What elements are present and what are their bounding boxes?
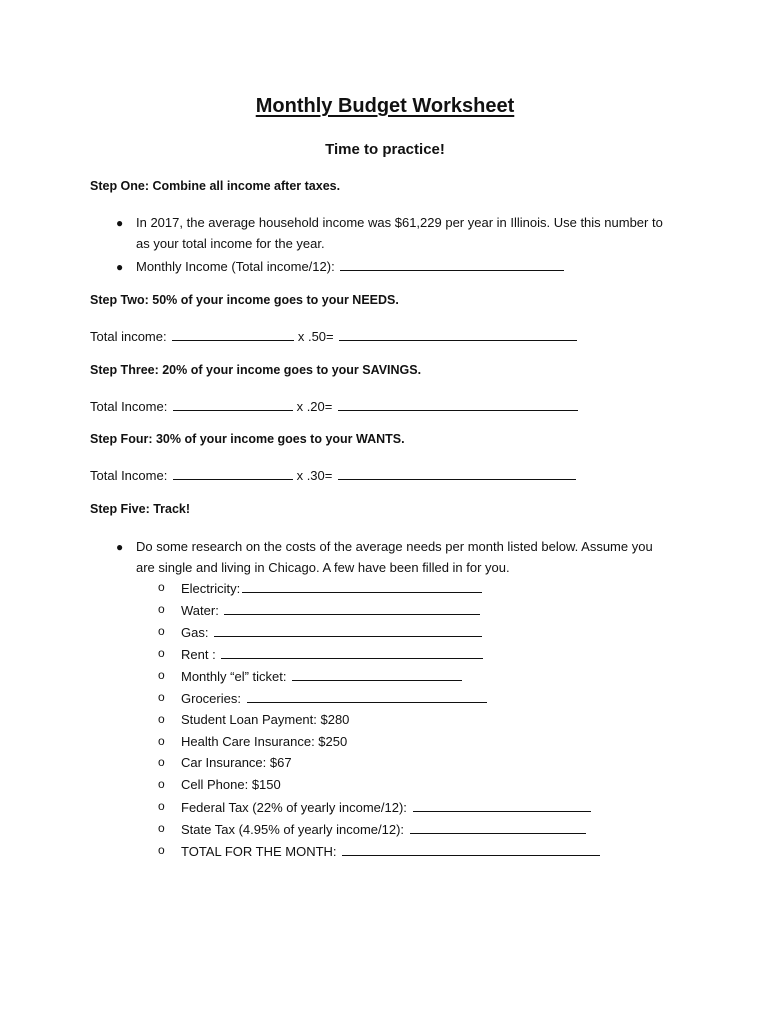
water-blank[interactable] [224,602,480,615]
total-income-label: Total Income: [90,399,168,414]
gas-blank[interactable] [214,624,482,637]
monthly-income-blank[interactable] [340,258,564,271]
list-item-el-ticket: Monthly “el” ticket: [181,668,462,684]
step-two-heading: Step Two: 50% of your income goes to your NEEDS. [90,293,399,307]
list-item-rent: Rent : [181,646,483,662]
monthly-income-row [136,258,564,274]
circle-bullet-icon: o [158,821,165,835]
list-item-health-care: Health Care Insurance: $250 [181,734,348,749]
page-subtitle: Time to practice! [325,141,445,158]
multiplier-label: x .30= [296,468,333,483]
total-income-label: Total Income: [90,468,168,483]
total-income-blank[interactable] [173,398,293,411]
circle-bullet-icon: o [158,777,165,791]
bullet-icon: ● [116,216,124,230]
bullet-icon: ● [116,260,124,274]
circle-bullet-icon: o [158,734,165,748]
circle-bullet-icon: o [158,624,165,638]
list-item-cell-phone: Cell Phone: $150 [181,777,281,792]
circle-bullet-icon: o [158,799,165,813]
step-four-row [90,467,576,483]
list-item-state-tax: State Tax (4.95% of yearly income/12): [181,821,586,837]
step-five-bullet-text: Do some research on the costs of the average needs per month listed below. Assume you are single and living in Chicago. A few have been filled in for you. [136,539,653,575]
list-item-student-loan: Student Loan Payment: $280 [181,712,350,727]
multiplier-label: x .20= [296,399,333,414]
needs-result-blank[interactable] [339,328,577,341]
federal-tax-blank[interactable] [413,799,591,812]
step-three-heading: Step Three: 20% of your income goes to your SAVINGS. [90,363,422,377]
multiplier-label: x .50= [297,329,334,344]
circle-bullet-icon: o [158,668,165,682]
circle-bullet-icon: o [158,843,165,857]
total-income-blank[interactable] [172,328,294,341]
list-item-total-month: TOTAL FOR THE MONTH: [181,843,600,859]
wants-result-blank[interactable] [338,467,576,480]
page-title: Monthly Budget Worksheet [255,95,515,117]
electricity-blank[interactable] [242,580,482,593]
list-item-water: Water: [181,602,480,618]
step-one-bullet-text: In 2017, the average household income was $61,229 per year in Illinois. Use this number to as your total income for the year. [136,215,663,251]
circle-bullet-icon: o [158,646,165,660]
bullet-icon: ● [116,540,124,554]
groceries-blank[interactable] [247,690,487,703]
step-five-heading: Step Five: Track! [90,502,191,516]
state-tax-blank[interactable] [410,821,586,834]
savings-result-blank[interactable] [338,398,578,411]
step-three-row [90,398,578,414]
circle-bullet-icon: o [158,602,165,616]
total-month-blank[interactable] [342,843,600,856]
circle-bullet-icon: o [158,690,165,704]
step-two-row [90,328,577,344]
step-four-heading: Step Four: 30% of your income goes to your WANTS. [90,432,405,446]
list-item-groceries: Groceries: [181,690,487,706]
total-income-blank[interactable] [173,467,293,480]
circle-bullet-icon: o [158,755,165,769]
list-item-gas: Gas: [181,624,482,640]
list-item-car-insurance: Car Insurance: $67 [181,755,292,770]
step-one-heading: Step One: Combine all income after taxes. [90,179,341,193]
el-ticket-blank[interactable] [292,668,462,681]
circle-bullet-icon: o [158,712,165,726]
list-item-federal-tax: Federal Tax (22% of yearly income/12): [181,799,591,815]
list-item-electricity: Electricity: [181,580,482,596]
rent-blank[interactable] [221,646,483,659]
circle-bullet-icon: o [158,580,165,594]
total-income-label: Total income: [90,329,167,344]
monthly-income-label: Monthly Income (Total income/12): [136,259,335,274]
